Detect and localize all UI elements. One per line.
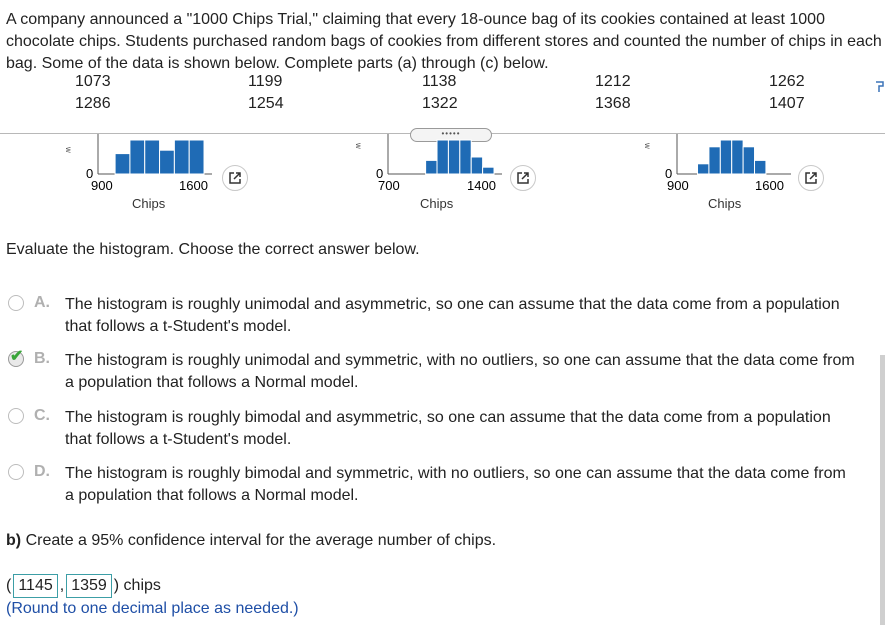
option-text[interactable]: The histogram is roughly bimodal and asymmetric, so one can assume that the data come from a population that follows a t-Student's model. <box>65 409 831 448</box>
histogram-1 <box>62 134 222 211</box>
y-tick-zero: 0 <box>376 166 384 181</box>
histogram-bar <box>755 160 766 174</box>
histogram-1-plot <box>62 134 222 196</box>
histogram-bar <box>426 160 437 174</box>
histogram-bar <box>160 150 175 174</box>
data-cell: 1199 <box>248 73 283 90</box>
option-letter: A. <box>34 294 50 311</box>
confidence-interval-answer <box>6 574 161 598</box>
histogram-bar <box>720 140 731 174</box>
part-b-text: Create a 95% confidence interval for the average number of chips. <box>25 532 497 549</box>
x-tick-min: 700 <box>378 178 400 193</box>
histogram-bar <box>743 147 754 174</box>
data-cell: 1254 <box>248 95 284 112</box>
histogram-bar <box>483 167 494 174</box>
histogram-bar <box>709 147 720 174</box>
data-cell: 1073 <box>75 73 111 90</box>
data-row-2 <box>0 95 870 117</box>
histogram-bar <box>698 164 709 174</box>
option-text[interactable]: The histogram is roughly unimodal and asymmetric, so one can assume that the data come from a population that follows a t-Student's model. <box>65 296 840 335</box>
x-tick-max: 1600 <box>755 178 784 193</box>
option-letter: D. <box>34 463 50 480</box>
data-cell: 1407 <box>769 95 805 112</box>
option-letter: C. <box>34 407 50 424</box>
expand-graph-button[interactable] <box>222 165 248 191</box>
external-link-icon <box>516 171 530 185</box>
comma: , <box>59 577 65 594</box>
histogram-bars <box>426 140 494 174</box>
expand-data-icon[interactable] <box>875 80 885 94</box>
units-label: ) chips <box>113 577 161 594</box>
histogram-bars <box>115 140 204 174</box>
lower-bound-input[interactable]: 1145 <box>13 574 57 598</box>
histogram-bar <box>145 140 160 174</box>
open-paren: ( <box>6 577 12 594</box>
histogram-3-plot <box>641 134 801 196</box>
histogram-bar <box>460 140 471 174</box>
checkmark-icon: ✔ <box>10 348 24 365</box>
option-text[interactable]: The histogram is roughly bimodal and symmetric, with no outliers, so one can assume that the data come from a population that follows a Normal model. <box>65 465 846 504</box>
question-prompt: Evaluate the histogram. Choose the correct answer below. <box>6 241 420 258</box>
scrollbar[interactable] <box>880 355 885 625</box>
option-text[interactable]: The histogram is roughly unimodal and symmetric, with no outliers, so one can assume that the data come from a population that follows a Normal model. <box>65 352 855 391</box>
y-tick-zero: 0 <box>665 166 673 181</box>
data-cell: 1322 <box>422 95 458 112</box>
x-axis-label: Chips <box>708 196 742 211</box>
histogram-bar <box>174 140 189 174</box>
part-b-label: b) <box>6 532 22 549</box>
data-cell: 1286 <box>75 95 111 112</box>
upper-bound-input[interactable]: 1359 <box>66 574 112 598</box>
data-cell: 1138 <box>422 73 457 90</box>
resize-handle[interactable]: ••••• <box>410 128 492 142</box>
histogram-bar <box>732 140 743 174</box>
x-axis-label: Chips <box>420 196 454 211</box>
data-cell: 1368 <box>595 95 631 112</box>
data-cell: 1262 <box>769 73 805 90</box>
radio-button[interactable] <box>8 408 24 424</box>
y-tick-zero: 0 <box>86 166 94 181</box>
histogram-2 <box>352 134 512 211</box>
external-link-icon <box>228 171 242 185</box>
histogram-bar <box>448 140 459 174</box>
histogram-bar <box>115 154 130 174</box>
option-letter: B. <box>34 350 50 367</box>
part-b-prompt <box>6 532 496 550</box>
histogram-bar <box>471 157 482 174</box>
x-tick-max: 1600 <box>179 178 208 193</box>
x-tick-min: 900 <box>667 178 689 193</box>
external-link-icon <box>804 171 818 185</box>
histogram-bar <box>437 140 448 174</box>
x-tick-min: 900 <box>91 178 113 193</box>
expand-graph-button[interactable] <box>510 165 536 191</box>
data-table <box>0 73 870 117</box>
radio-button[interactable] <box>8 464 24 480</box>
expand-graph-button[interactable] <box>798 165 824 191</box>
svg-text:w: w <box>354 143 363 149</box>
problem-statement: A company announced a "1000 Chips Trial," claiming that every 18-ounce bag of its cookies contained at least 1000 chocolate chips. Students purchased random bags of cookies from different stores and counted the number of chips in each bag. Some of the data is shown below. Complete parts (a) through (c) below. <box>6 11 882 72</box>
rounding-note: (Round to one decimal place as needed.) <box>6 600 299 617</box>
x-axis-label: Chips <box>132 196 166 211</box>
data-cell: 1212 <box>595 73 631 90</box>
histogram-bar <box>189 140 204 174</box>
histogram-bar <box>130 140 145 174</box>
histogram-bars <box>698 140 766 174</box>
svg-text:w: w <box>64 147 73 153</box>
x-tick-max: 1400 <box>467 178 496 193</box>
svg-text:w: w <box>643 143 652 149</box>
histogram-3 <box>641 134 801 211</box>
data-row-1 <box>0 73 870 95</box>
radio-button[interactable] <box>8 295 24 311</box>
histogram-2-plot <box>352 134 512 196</box>
